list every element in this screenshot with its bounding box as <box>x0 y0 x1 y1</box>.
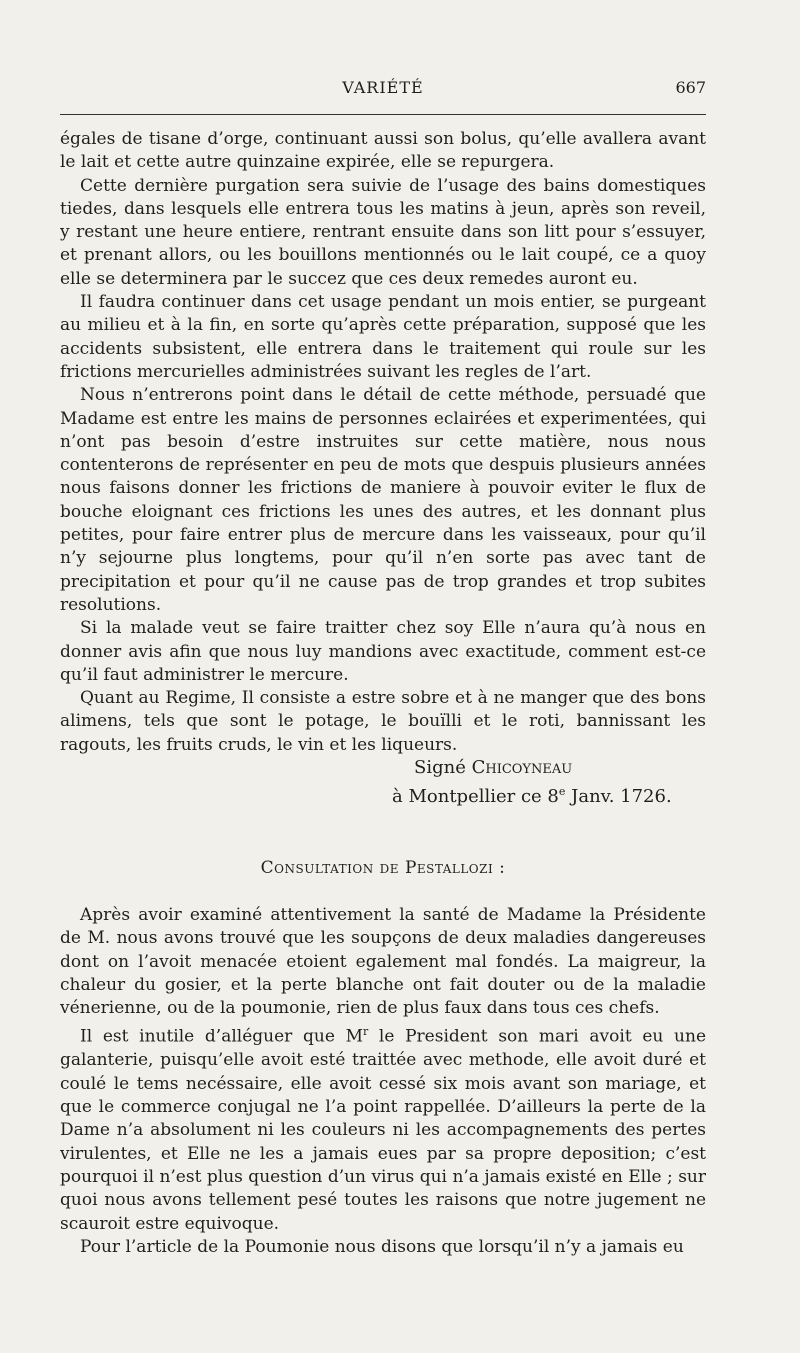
header-rule <box>60 114 706 115</box>
signature-name: Chicoyneau <box>471 757 573 778</box>
paragraph: Il faudra continuer dans cet usage pendant un mois entier, se purgeant au milieu et à la fin, en sorte qu’après cette préparation, supposé que les accidents subsistent, elle entrera dans le traitement qui roule sur les frictions mercurielles administrées suivant les regles de l’art. <box>60 292 706 382</box>
running-title: VARIÉTÉ <box>342 78 424 97</box>
paragraph-rest: le President son mari avoit eu une galanterie, puisqu’elle avoit esté traittée avec methode, elle avoit duré et coulé le tems necéssaire, elle avoit cessé six mois avant son mariage, et que le commerce conjugal ne l’a point rappellée. D’ailleurs la perte de la Dame n’a absolument ni les couleurs ni les accompagnements des pertes virulentes, et Elle ne les a jamais eues par sa propre deposition; c’est pourquoi il n’est plus question d’un virus qui n’a jamais existé en Elle ; sur quoi nous avons tellement pesé toutes les raisons que notre jugement ne scauroit estre equivoque. <box>60 1027 706 1234</box>
signature-prefix: Signé <box>414 757 472 778</box>
section-1-text <box>60 128 706 757</box>
paragraph <box>60 1020 706 1235</box>
paragraph: Cette dernière purgation sera suivie de l’usage des bains domestiques tiedes, dans lesquels elle entrera tous les matins à jeun, après son reveil, y restant une heure entiere, rentrant ensuite dans son litt pour s’essuyer, et prenant allors, ou les bouillons mentionnés ou le lait coupé, ce a quoy elle se determinera par le succez que ces deux remedes auront eu. <box>60 175 706 289</box>
superscript: r <box>362 1025 369 1039</box>
place-date-suffix: Janv. 1726. <box>565 786 672 807</box>
place-date-sup: e <box>558 785 566 798</box>
page-number: 667 <box>675 78 706 97</box>
paragraph: Pour l’article de la Poumonie nous disons que lorsqu’il n’y a jamais eu <box>80 1236 684 1257</box>
paragraph: égales de tisane d’orge, continuant aussi son bolus, qu’elle avallera avant le lait et cette autre quinzaine expirée, elle se repurgera. <box>60 129 706 173</box>
section-heading: Consultation de Pestallozi : <box>260 858 506 878</box>
paragraph: Si la malade veut se faire traitter chez soy Elle n’aura qu’à nous en donner avis afin que nous luy mandions avec exactitude, comment est-ce qu’il faut administrer le mercure. <box>60 618 706 685</box>
paragraph: Nous n’entrerons point dans le détail de cette méthode, persuadé que Madame est entre les mains de personnes eclairées et experimentées, qui n’ont pas besoin d’estre instruites sur cette matière, nous nous contenterons de représenter en peu de mots que despuis plusieurs années nous faisons donner les frictions de maniere à pouvoir eviter le flux de bouche eloignant ces frictions les unes des autres, et les donnant plus petites, pour faire entrer plus de mercure dans les vaisseaux, pour qu’il n’y sejourne plus longtems, pour qu’il n’en sorte pas avec tant de precipitation et pour qu’il ne cause pas de trop grandes et trop subites resolutions. <box>60 385 706 615</box>
place-date-prefix: à Montpellier ce 8 <box>392 786 559 807</box>
paragraph-start: Il est inutile d’alléguer que M <box>80 1027 363 1048</box>
page-header <box>60 72 706 102</box>
paragraph: Après avoir examiné attentivement la santé de Madame la Présidente de M. nous avons trouvé que les soupçons de deux maladies dangereuses dont on l’avoit menacée etoient egalement mal fondés. La maigreur, la chaleur du gosier, et la perte blanche ont fait douter ou de la maladie vénerienne, ou de la poumonie, rien de plus faux dans tous ces chefs. <box>60 905 706 1019</box>
paragraph: Quant au Regime, Il consiste a estre sobre et à ne manger que des bons alimens, tels que sont le potage, le bouïlli et le roti, bannissant les ragouts, les fruits cruds, le vin et les liqueurs. <box>60 688 706 755</box>
section-2-text <box>60 904 706 1259</box>
